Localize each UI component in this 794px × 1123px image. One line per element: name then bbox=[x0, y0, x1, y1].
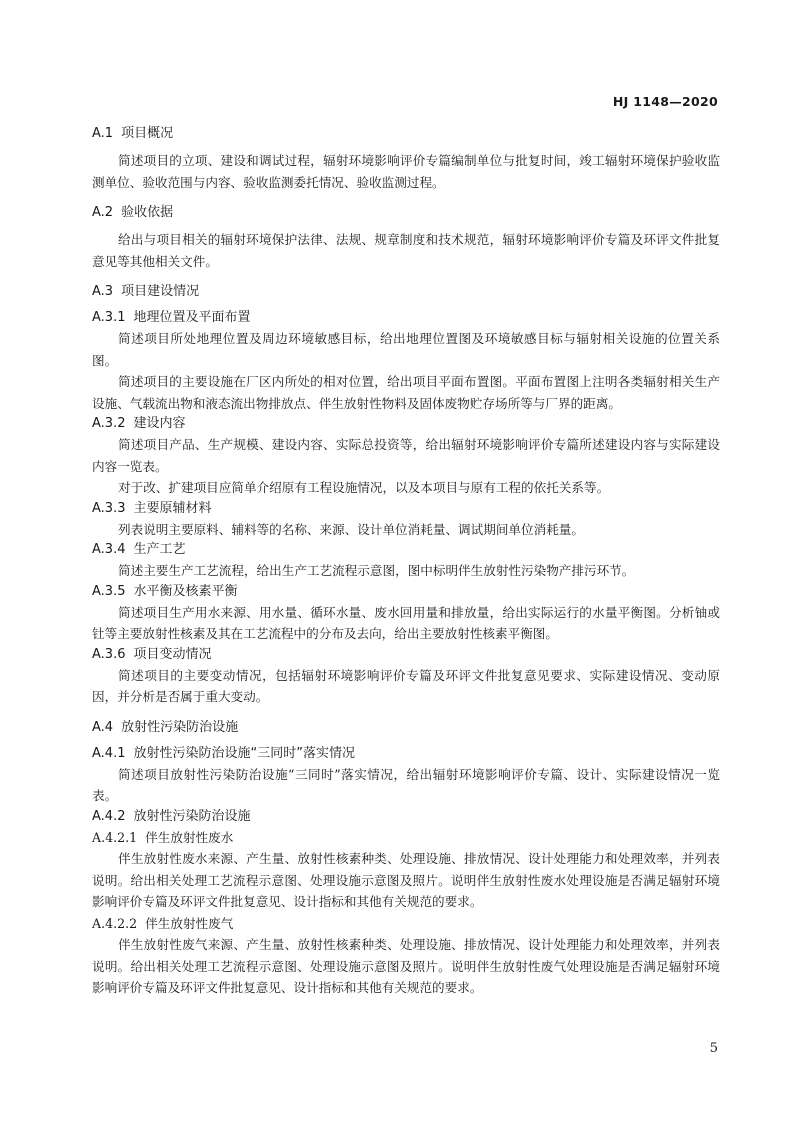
paragraph: 简述项目的主要变动情况，包括辐射环境影响评价专篇及环评文件批复意见要求、实际建设情况、变动原因，并分析是否属于重大变动。 bbox=[92, 667, 720, 704]
standard-code-header: HJ 1148—2020 bbox=[612, 94, 718, 109]
subsection-heading-a3-2 bbox=[92, 414, 720, 434]
section-number: A.3.2 bbox=[92, 416, 126, 431]
paragraph: 简述项目产品、生产规模、建设内容、实际总投资等，给出辐射环境影响评价专篇所述建设内容与实际建设内容一览表。 bbox=[92, 437, 720, 474]
section-title: 项目建设情况 bbox=[121, 284, 200, 299]
section-number: A.4.2.1 bbox=[92, 829, 138, 845]
section-number: A.3.4 bbox=[92, 542, 126, 557]
section-heading-a2 bbox=[92, 203, 720, 223]
section-title: 水平衡及核素平衡 bbox=[133, 583, 238, 599]
clause-heading-a4-2-2 bbox=[92, 913, 720, 935]
paragraph: 简述项目生产用水来源、用水量、循环水量、废水回用量和排放量，给出实际运行的水量平衡图。分析铀或钍等主要放射性核素及其在工艺流程中的分布及去向，给出主要放射性核素平衡图。 bbox=[92, 604, 720, 641]
paragraph: 给出与项目相关的辐射环境保护法律、法规、规章制度和技术规范，辐射环境影响评价专篇及环评文件批复意见等其他相关文件。 bbox=[92, 232, 720, 269]
paragraph: 简述项目所处地理位置及周边环境敏感目标，给出地理位置图及环境敏感目标与辐射相关设施的位置关系图。 bbox=[92, 331, 720, 368]
section-title: 伴生放射性废气 bbox=[145, 915, 234, 931]
subsection-heading-a3-1 bbox=[92, 308, 720, 328]
section-heading-a1 bbox=[92, 124, 720, 144]
paragraph: 简述主要生产工艺流程，给出生产工艺流程示意图，图中标明伴生放射性污染物产排污环节。 bbox=[118, 563, 635, 578]
subsection-heading-a3-4 bbox=[92, 540, 720, 560]
subsection-heading-a4-1 bbox=[92, 744, 720, 764]
paragraph: 简述项目放射性污染防治设施“三同时”落实情况，给出辐射环境影响评价专篇、设计、实际建设情况一览表。 bbox=[92, 766, 720, 803]
section-number: A.3.3 bbox=[92, 500, 126, 516]
subsection-heading-a3-6 bbox=[92, 645, 720, 665]
section-title: 放射性污染防治设施“三同时”落实情况 bbox=[133, 745, 355, 761]
section-title: 项目概况 bbox=[121, 126, 174, 141]
section-number: A.2 bbox=[92, 205, 114, 220]
paragraph: 简述项目的主要设施在厂区内所处的相对位置，给出项目平面布置图。平面布置图上注明各类辐射相关生产设施、气载流出物和液态流出物排放点、伴生放射性物料及固体废物贮存场所等与厂界的距离。 bbox=[92, 374, 720, 411]
section-number: A.3 bbox=[92, 284, 114, 299]
section-number: A.4.2.2 bbox=[92, 915, 138, 931]
section-title: 伴生放射性废水 bbox=[145, 829, 234, 845]
section-title: 项目变动情况 bbox=[133, 646, 212, 662]
paragraph: 简述项目的立项、建设和调试过程，辐射环境影响评价专篇编制单位与批复时间，竣工辐射环境保护验收监测单位、验收范围与内容、验收监测委托情况、验收监测过程。 bbox=[92, 153, 720, 190]
section-heading-a4 bbox=[92, 718, 720, 738]
section-title: 建设内容 bbox=[133, 416, 186, 431]
section-number: A.3.6 bbox=[92, 646, 126, 662]
paragraph: 伴生放射性废水来源、产生量、放射性核素种类、处理设施、排放情况、设计处理能力和处理效率，并列表说明。给出相关处理工艺流程示意图、处理设施示意图及照片。说明伴生放射性废水处理设施是否满足辐射环境影响评价专篇及环评文件批复意见、设计指标和其他有关规范的要求。 bbox=[92, 851, 720, 909]
section-number: A.4.1 bbox=[92, 745, 126, 761]
section-title: 主要原辅材料 bbox=[133, 500, 212, 516]
section-number: A.4.2 bbox=[92, 808, 126, 824]
section-title: 地理位置及平面布置 bbox=[133, 310, 251, 325]
section-title: 放射性污染防治设施 bbox=[121, 719, 239, 735]
section-number: A.3.5 bbox=[92, 583, 126, 599]
page-number: 5 bbox=[709, 1041, 718, 1056]
paragraph: 伴生放射性废气来源、产生量、放射性核素种类、处理设施、排放情况、设计处理能力和处理效率，并列表说明。给出相关处理工艺流程示意图、处理设施示意图及照片。说明伴生放射性废气处理设施是否满足辐射环境影响评价专篇及环评文件批复意见、设计指标和其他有关规范的要求。 bbox=[92, 937, 720, 995]
section-number: A.4 bbox=[92, 719, 114, 735]
section-number: A.1 bbox=[92, 126, 114, 141]
section-title: 验收依据 bbox=[121, 205, 174, 220]
clause-heading-a4-2-1 bbox=[92, 827, 720, 849]
section-title: 放射性污染防治设施 bbox=[133, 808, 251, 824]
document-body bbox=[92, 124, 720, 999]
paragraph: 列表说明主要原料、辅料等的名称、来源、设计单位消耗量、调试期间单位消耗量。 bbox=[118, 521, 584, 537]
section-title: 生产工艺 bbox=[133, 542, 186, 557]
paragraph: 对于改、扩建项目应简单介绍原有工程设施情况，以及本项目与原有工程的依托关系等。 bbox=[118, 480, 610, 495]
subsection-heading-a3-5 bbox=[92, 582, 720, 602]
subsection-heading-a4-2 bbox=[92, 807, 720, 827]
section-heading-a3 bbox=[92, 282, 720, 302]
subsection-heading-a3-3 bbox=[92, 499, 720, 519]
section-number: A.3.1 bbox=[92, 310, 126, 325]
